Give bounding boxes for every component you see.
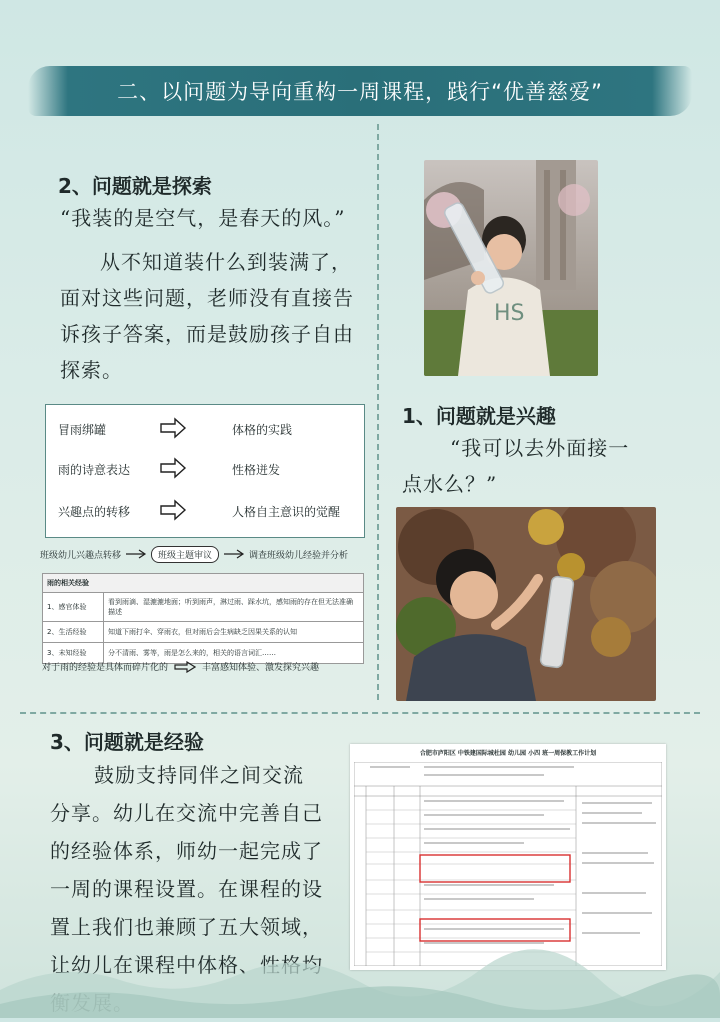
- flow-row: [46, 415, 364, 443]
- table-header-row: [43, 574, 364, 593]
- arrow-right-icon: [223, 549, 245, 559]
- row-content: 分不清雨、雾等，雨是怎么来的，相关的语言词汇……: [104, 643, 364, 664]
- experience-table: [42, 573, 364, 664]
- arrow-right-icon: [174, 661, 196, 673]
- section1-heading: 1、问题就是兴趣: [402, 404, 556, 428]
- photo-child-holding-bottle-illustration: [424, 160, 598, 376]
- row-label: 1、感官体验: [43, 593, 104, 622]
- arrow-right-icon: [159, 457, 187, 479]
- quote-line: 点水么？”: [402, 472, 498, 496]
- growth-flow-box: [45, 404, 365, 538]
- paragraph-line: 分享。幼儿在交流中完善自己: [50, 801, 323, 825]
- table-row: [43, 593, 364, 622]
- section1-quote: [402, 430, 692, 502]
- flow-right: 人格自主意识的觉醒: [232, 505, 341, 519]
- arrow-right-icon: [159, 499, 187, 521]
- flow-row: [46, 455, 364, 483]
- svg-text:HS: HS: [494, 301, 525, 326]
- paragraph-line: 诉孩子答案，而是鼓励孩子自由: [60, 322, 354, 346]
- inquiry-chain: [40, 544, 370, 564]
- chain-middle: 班级主题审议: [151, 546, 219, 563]
- paragraph-line: 置上我们也兼顾了五大领域，: [50, 915, 323, 939]
- vertical-divider: [377, 124, 379, 700]
- photo-child-holding-bottle: [424, 160, 598, 376]
- banner-title: 二、以问题为导向重构一周课程，践行“优善慈爱”: [117, 80, 603, 104]
- section2-heading: 2、问题就是探索: [58, 174, 212, 198]
- table-header: 雨的相关经验: [43, 574, 364, 593]
- paragraph-line: 的经验体系，师幼一起完成了: [50, 839, 323, 863]
- flow-left: 兴趣点的转移: [58, 505, 131, 519]
- paragraph-line: 从不知道装什么到装满了，: [100, 250, 352, 274]
- flow-right: 性格迸发: [232, 463, 281, 477]
- ink-mountains-decoration: [0, 930, 720, 1018]
- chain-end: 调查班级幼儿经验并分析: [249, 550, 349, 561]
- table-row: [43, 622, 364, 643]
- paragraph-line: 面对这些问题，老师没有直接告: [60, 286, 354, 310]
- photo-child-collecting-water-illustration: [396, 507, 656, 701]
- section2-paragraph: [60, 244, 380, 388]
- paragraph-line: 让幼儿在课程中体格、性格均: [50, 953, 323, 977]
- arrow-right-icon: [159, 417, 187, 439]
- summary-right: 丰富感知体验、激发探究兴趣: [202, 663, 320, 673]
- horizontal-divider: [20, 712, 700, 714]
- section-banner: [28, 66, 692, 116]
- plan-document-title: 合肥市庐阳区 中铁建国际城杜园 幼儿园 小四 班一周保教工作计划: [419, 750, 597, 757]
- flow-left: 冒雨绑罐: [58, 423, 107, 437]
- arrow-right-icon: [125, 549, 147, 559]
- quote-line: “我可以去外面接一: [450, 436, 630, 460]
- paragraph-line: 一周的课程设置。在课程的设: [50, 877, 323, 901]
- row-label: 3、未知经验: [43, 643, 104, 664]
- row-content: 看到雨滴、湿漉漉地面；听到雨声，淋过雨、踩水坑，感知雨的存在但无法准确描述: [104, 593, 364, 622]
- paragraph-line: 探索。: [60, 358, 123, 382]
- flow-right: 体格的实践: [232, 423, 293, 437]
- section2-quote: “我装的是空气，是春天的风。”: [60, 206, 346, 230]
- row-content: 知道下雨打伞、穿雨衣，但对雨后会生病缺乏因果关系的认知: [104, 622, 364, 643]
- flow-left: 雨的诗意表达: [58, 463, 131, 477]
- flow-row: [46, 497, 364, 525]
- row-label: 2、生活经验: [43, 622, 104, 643]
- section3-heading: 3、问题就是经验: [50, 730, 204, 754]
- photo-child-collecting-water: [396, 507, 656, 701]
- experience-summary: [42, 660, 372, 673]
- paragraph-line: 鼓励支持同伴之间交流: [94, 763, 304, 787]
- summary-left: 对于雨的经验是具体而碎片化的: [42, 663, 169, 673]
- chain-start: 班级幼儿兴趣点转移: [40, 550, 122, 561]
